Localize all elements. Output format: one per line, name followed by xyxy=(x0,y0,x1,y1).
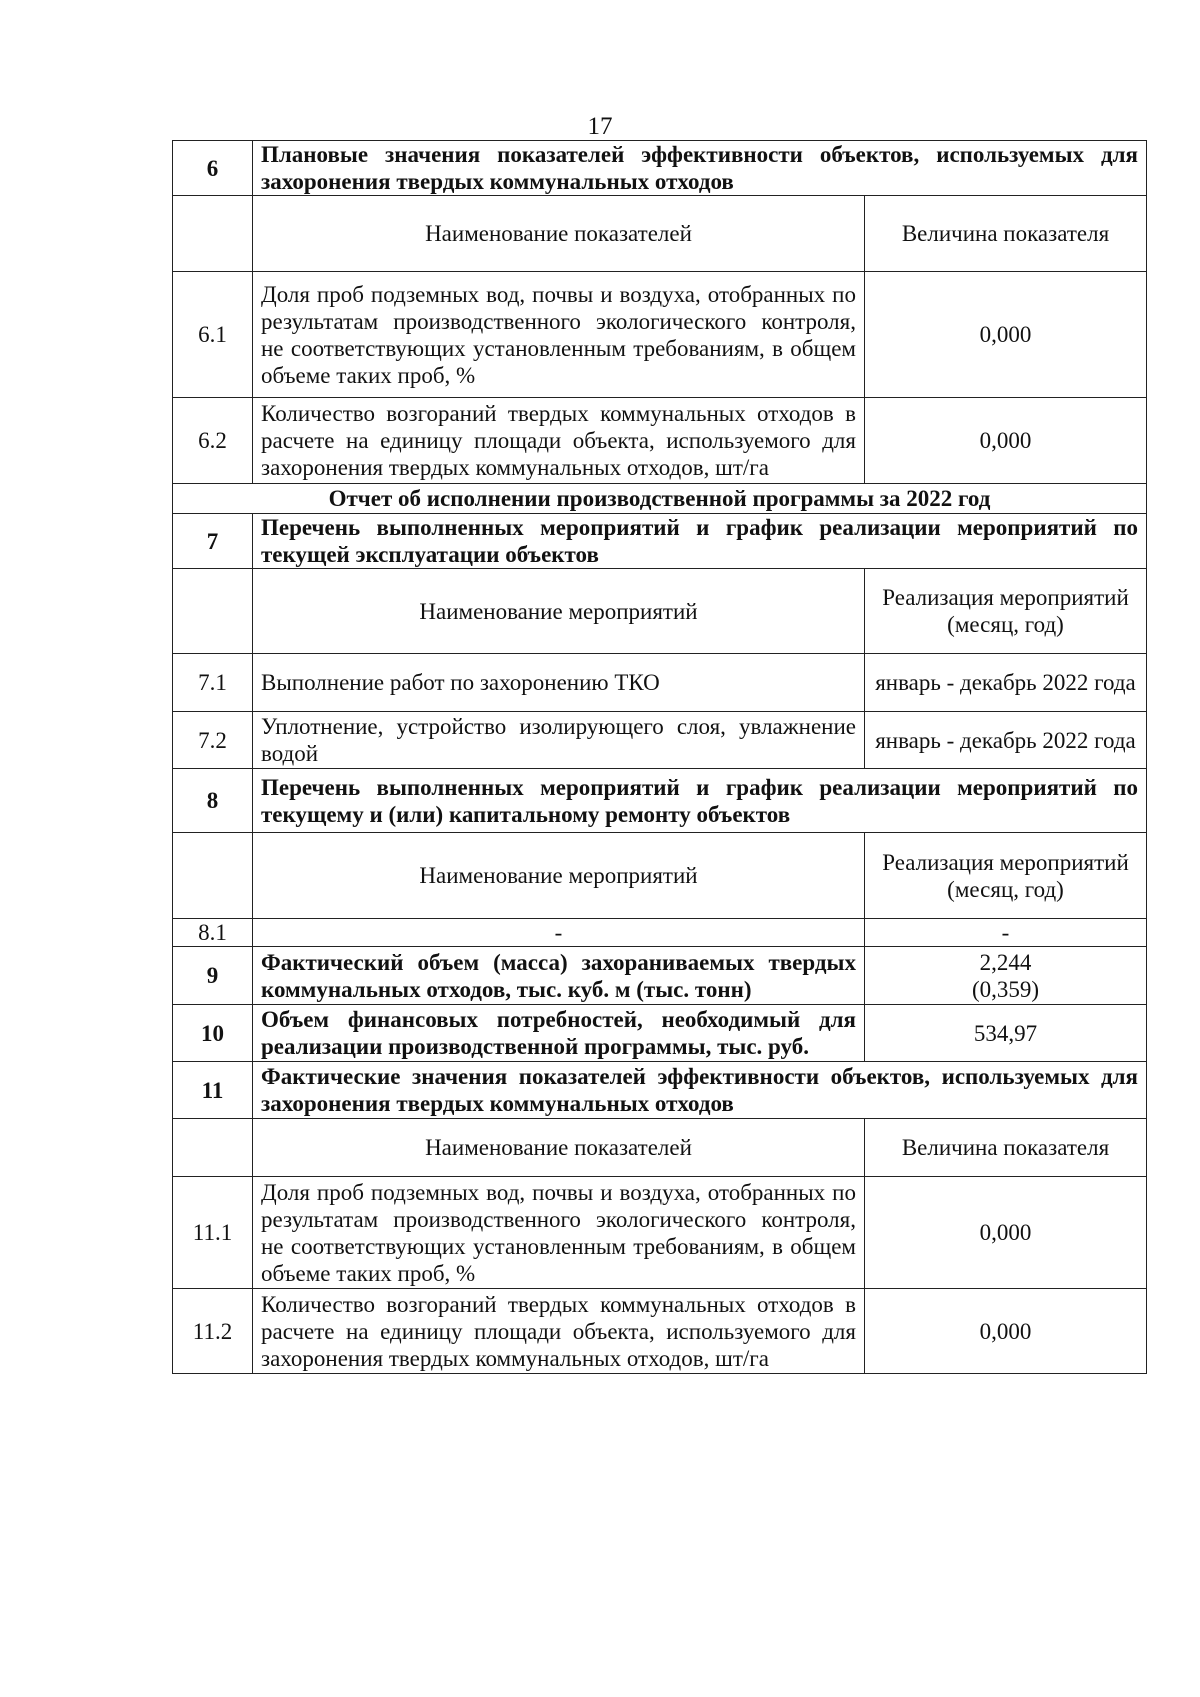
empty-cell xyxy=(173,569,253,654)
row-value: 534,97 xyxy=(864,1005,1146,1062)
column-header-name: Наименование показателей xyxy=(253,1119,865,1177)
section-8-header-row xyxy=(173,769,1147,833)
column-header-row xyxy=(173,196,1147,272)
section-10-row xyxy=(173,1005,1147,1062)
value-mass: (0,359) xyxy=(971,976,1040,1002)
value-volume: 2,244 xyxy=(979,949,1032,975)
row-value xyxy=(864,947,1146,1005)
row-text: Количество возгораний твердых коммунальных отходов в расчете на единицу площади объекта, используемого для захоронения твердых коммунальных отходов, шт/га xyxy=(253,398,865,484)
column-header-row xyxy=(173,1119,1147,1177)
row-number: 7.2 xyxy=(173,712,253,769)
column-header-row xyxy=(173,833,1147,919)
row-number: 6.1 xyxy=(173,272,253,398)
report-title-row xyxy=(173,484,1147,514)
column-header-row xyxy=(173,569,1147,654)
column-header-value: Реализация мероприятий (месяц, год) xyxy=(864,833,1146,919)
row-number: 6.2 xyxy=(173,398,253,484)
row-text: Уплотнение, устройство изолирующего слоя, увлажнение водой xyxy=(253,712,865,769)
section-number: 11 xyxy=(173,1062,253,1119)
section-number: 10 xyxy=(173,1005,253,1062)
row-value: 0,000 xyxy=(864,1289,1146,1374)
row-text: Количество возгораний твердых коммунальных отходов в расчете на единицу площади объекта, используемого для захоронения твердых коммунальных отходов, шт/га xyxy=(253,1289,865,1374)
section-title: Плановые значения показателей эффективности объектов, используемых для захоронения твердых коммунальных отходов xyxy=(253,141,1147,196)
section-title: Фактические значения показателей эффективности объектов, используемых для захоронения твердых коммунальных отходов xyxy=(253,1062,1147,1119)
row-value: 0,000 xyxy=(864,1177,1146,1289)
row-value: 0,000 xyxy=(864,398,1146,484)
table-row xyxy=(173,272,1147,398)
row-text: Доля проб подземных вод, почвы и воздуха, отобранных по результатам производственного экологического контроля, не соответствующих установленным требованиям, в общем объеме таких проб, % xyxy=(253,1177,865,1289)
row-value: январь - декабрь 2022 года xyxy=(864,654,1146,712)
column-header-name: Наименование мероприятий xyxy=(253,569,865,654)
program-table xyxy=(172,140,1147,1374)
page-number: 17 xyxy=(587,113,613,140)
row-value: - xyxy=(864,919,1146,947)
section-number: 7 xyxy=(173,514,253,569)
row-text: Объем финансовых потребностей, необходимый для реализации производственной программы, тыс. руб. xyxy=(253,1005,865,1062)
section-6-header-row xyxy=(173,141,1147,196)
column-header-value: Реализация мероприятий (месяц, год) xyxy=(864,569,1146,654)
row-number: 11.2 xyxy=(173,1289,253,1374)
empty-cell xyxy=(173,196,253,272)
row-number: 7.1 xyxy=(173,654,253,712)
table-row xyxy=(173,712,1147,769)
column-header-name: Наименование показателей xyxy=(253,196,865,272)
row-text: Фактический объем (масса) захораниваемых твердых коммунальных отходов, тыс. куб. м (тыс. тонн) xyxy=(253,947,865,1005)
row-number: 11.1 xyxy=(173,1177,253,1289)
table-row xyxy=(173,654,1147,712)
section-11-header-row xyxy=(173,1062,1147,1119)
table-row xyxy=(173,919,1147,947)
report-title: Отчет об исполнении производственной программы за 2022 год xyxy=(173,484,1147,514)
section-9-row xyxy=(173,947,1147,1005)
row-text: Доля проб подземных вод, почвы и воздуха, отобранных по результатам производственного экологического контроля, не соответствующих установленным требованиям, в общем объеме таких проб, % xyxy=(253,272,865,398)
column-header-value: Величина показателя xyxy=(864,1119,1146,1177)
row-value: январь - декабрь 2022 года xyxy=(864,712,1146,769)
table-row xyxy=(173,398,1147,484)
section-7-header-row xyxy=(173,514,1147,569)
column-header-value: Величина показателя xyxy=(864,196,1146,272)
column-header-name: Наименование мероприятий xyxy=(253,833,865,919)
section-number: 8 xyxy=(173,769,253,833)
section-title: Перечень выполненных мероприятий и график реализации мероприятий по текущей эксплуатации объектов xyxy=(253,514,1147,569)
section-number: 6 xyxy=(173,141,253,196)
table-row xyxy=(173,1177,1147,1289)
row-value: 0,000 xyxy=(864,272,1146,398)
row-text: Выполнение работ по захоронению ТКО xyxy=(253,654,865,712)
row-number: 8.1 xyxy=(173,919,253,947)
empty-cell xyxy=(173,833,253,919)
empty-cell xyxy=(173,1119,253,1177)
table-row xyxy=(173,1289,1147,1374)
row-text: - xyxy=(253,919,865,947)
section-title: Перечень выполненных мероприятий и график реализации мероприятий по текущему и (или) капитальному ремонту объектов xyxy=(253,769,1147,833)
section-number: 9 xyxy=(173,947,253,1005)
